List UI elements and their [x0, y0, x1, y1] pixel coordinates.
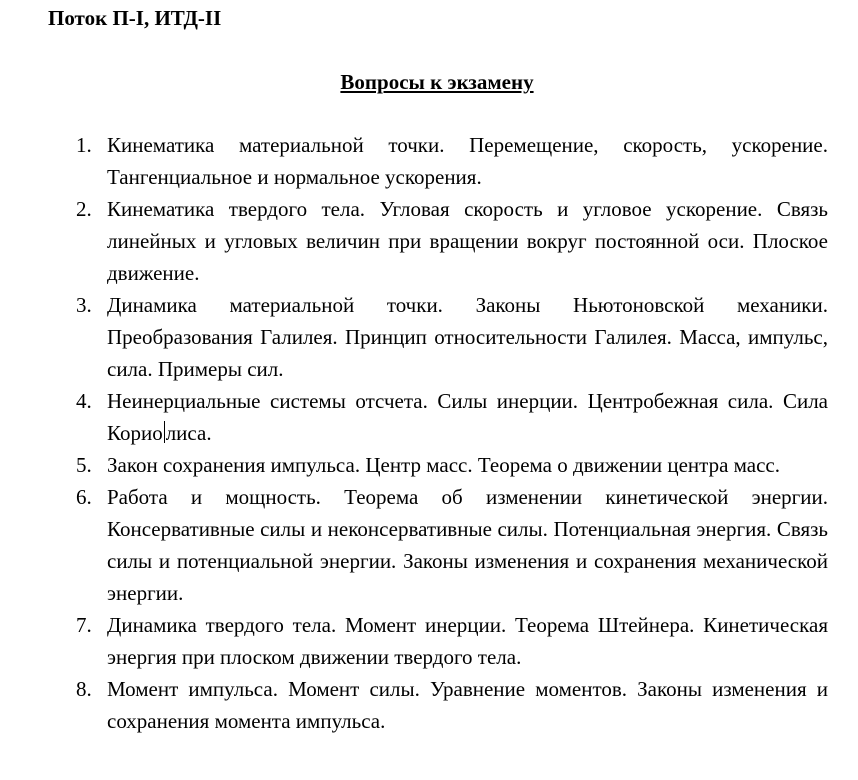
question-item [66, 129, 828, 193]
course-group-header: Поток П-I, ИТД-II [48, 6, 222, 30]
question-number: 5. [76, 453, 92, 477]
question-item [66, 481, 828, 609]
question-text-after-cursor: лиса. [165, 421, 212, 445]
question-number: 4. [76, 389, 92, 413]
question-text[interactable]: Кинематика твердого тела. Угловая скорость и угловое ускорение. Связь линейных и угловых величин при вращении вокруг постоянной оси. Плоское движение. [107, 197, 828, 285]
question-item [66, 609, 828, 673]
question-text[interactable]: Динамика материальной точки. Законы Ньютоновской механики. Преобразования Галилея. Принцип относительности Галилея. Масса, импульс, сила. Примеры сил. [107, 293, 828, 381]
question-number: 1. [76, 133, 92, 157]
question-text[interactable]: Момент импульса. Момент силы. Уравнение моментов. Законы изменения и сохранения момента импульса. [107, 677, 828, 733]
question-number: 2. [76, 197, 92, 221]
question-text[interactable]: Работа и мощность. Теорема об изменении кинетической энергии. Консервативные силы и неконсервативные силы. Потенциальная энергия. Связь силы и потенциальной энергии. Законы изменения и сохранения механической энергии. [107, 485, 828, 605]
question-number: 6. [76, 485, 92, 509]
page-title: Вопросы к экзамену [340, 70, 534, 94]
question-number: 8. [76, 677, 92, 701]
question-number: 3. [76, 293, 92, 317]
question-text-before-cursor: Неинерциальные системы отсчета. Силы инерции. Центробежная сила. Сила Корио [107, 389, 828, 445]
question-number: 7. [76, 613, 92, 637]
question-text[interactable] [107, 389, 828, 445]
question-item [66, 289, 828, 385]
question-text[interactable]: Динамика твердого тела. Момент инерции. Теорема Штейнера. Кинетическая энергия при плоском движении твердого тела. [107, 613, 828, 669]
question-list [66, 129, 828, 737]
question-text[interactable]: Закон сохранения импульса. Центр масс. Теорема о движении центра масс. [107, 453, 780, 477]
question-text[interactable]: Кинематика материальной точки. Перемещение, скорость, ускорение. Тангенциальное и нормальное ускорения. [107, 133, 828, 189]
question-item [66, 673, 828, 737]
question-item [66, 385, 828, 449]
text-cursor [164, 421, 165, 443]
question-item [66, 193, 828, 289]
question-item [66, 449, 828, 481]
